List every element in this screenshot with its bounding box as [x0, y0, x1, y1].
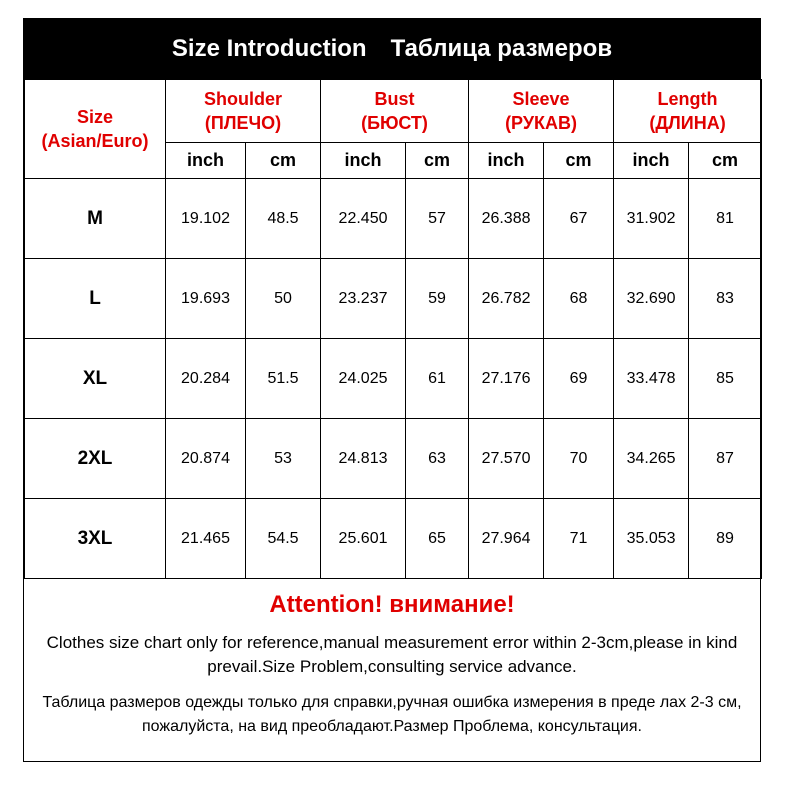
table-cell: 24.025 [321, 339, 406, 419]
group-name-ru: (ДЛИНА) [649, 113, 726, 133]
shoulder-header [166, 80, 321, 143]
unit-header: inch [614, 143, 689, 179]
size-column-header [25, 80, 166, 179]
unit-header: cm [406, 143, 469, 179]
group-name-ru: (БЮСТ) [361, 113, 428, 133]
table-cell: 22.450 [321, 179, 406, 259]
unit-header: cm [689, 143, 762, 179]
table-cell: 89 [689, 499, 762, 579]
table-cell: 53 [246, 419, 321, 499]
note-russian: Таблица размеров одежды только для справки,ручная ошибка измерения в преде лах 2-3 см, пожалуйста, на вид преобладают.Размер Проблема, консультация. [42, 694, 742, 735]
table-cell: 24.813 [321, 419, 406, 499]
table-cell: 27.964 [469, 499, 544, 579]
table-row [25, 339, 762, 419]
unit-header: cm [544, 143, 614, 179]
table-cell: 68 [544, 259, 614, 339]
size-label: 3XL [25, 499, 166, 579]
title-russian: Таблица размеров [390, 35, 613, 62]
table-row [25, 499, 762, 579]
table-cell: 19.102 [166, 179, 246, 259]
table-cell: 27.176 [469, 339, 544, 419]
table-cell: 31.902 [614, 179, 689, 259]
table-cell: 33.478 [614, 339, 689, 419]
table-cell: 61 [406, 339, 469, 419]
unit-header: cm [246, 143, 321, 179]
size-label: M [25, 179, 166, 259]
attention-heading: Attention! внимание! [269, 591, 515, 618]
title-english: Size Introduction [171, 35, 367, 62]
unit-header: inch [469, 143, 544, 179]
note-english: Clothes size chart only for reference,manual measurement error within 2-3cm,please in kind prevail.Size Problem,consulting service advance. [46, 633, 738, 676]
table-row [25, 179, 762, 259]
table-cell: 26.388 [469, 179, 544, 259]
group-name-ru: (РУКАВ) [505, 113, 578, 133]
group-name-en: Shoulder [204, 89, 283, 109]
group-name-en: Sleeve [512, 89, 570, 109]
size-label: XL [25, 339, 166, 419]
table-cell: 48.5 [246, 179, 321, 259]
table-cell: 69 [544, 339, 614, 419]
table-cell: 50 [246, 259, 321, 339]
table-cell: 59 [406, 259, 469, 339]
title-bar [24, 19, 760, 79]
table-row [25, 419, 762, 499]
table-cell: 67 [544, 179, 614, 259]
notes-section [24, 579, 760, 761]
table-cell: 20.284 [166, 339, 246, 419]
table-cell: 71 [544, 499, 614, 579]
unit-header: inch [321, 143, 406, 179]
unit-header: inch [166, 143, 246, 179]
table-cell: 87 [689, 419, 762, 499]
table-cell: 20.874 [166, 419, 246, 499]
size-chart [23, 18, 761, 762]
size-table [24, 79, 762, 579]
table-cell: 27.570 [469, 419, 544, 499]
table-cell: 70 [544, 419, 614, 499]
table-cell: 83 [689, 259, 762, 339]
group-name-en: Length [657, 89, 718, 109]
group-name-en: Bust [374, 89, 415, 109]
table-cell: 65 [406, 499, 469, 579]
sleeve-header [469, 80, 614, 143]
size-label: L [25, 259, 166, 339]
table-cell: 34.265 [614, 419, 689, 499]
table-cell: 23.237 [321, 259, 406, 339]
table-cell: 35.053 [614, 499, 689, 579]
group-name-ru: (ПЛЕЧО) [204, 113, 282, 133]
table-cell: 25.601 [321, 499, 406, 579]
size-header-line2: (Asian/Euro) [41, 131, 149, 151]
table-cell: 57 [406, 179, 469, 259]
bust-header [321, 80, 469, 143]
table-cell: 54.5 [246, 499, 321, 579]
size-header-line1: Size [76, 107, 114, 127]
size-label: 2XL [25, 419, 166, 499]
table-cell: 19.693 [166, 259, 246, 339]
table-cell: 32.690 [614, 259, 689, 339]
table-row [25, 259, 762, 339]
table-cell: 51.5 [246, 339, 321, 419]
table-cell: 81 [689, 179, 762, 259]
table-cell: 26.782 [469, 259, 544, 339]
table-cell: 85 [689, 339, 762, 419]
table-cell: 63 [406, 419, 469, 499]
table-cell: 21.465 [166, 499, 246, 579]
length-header [614, 80, 762, 143]
